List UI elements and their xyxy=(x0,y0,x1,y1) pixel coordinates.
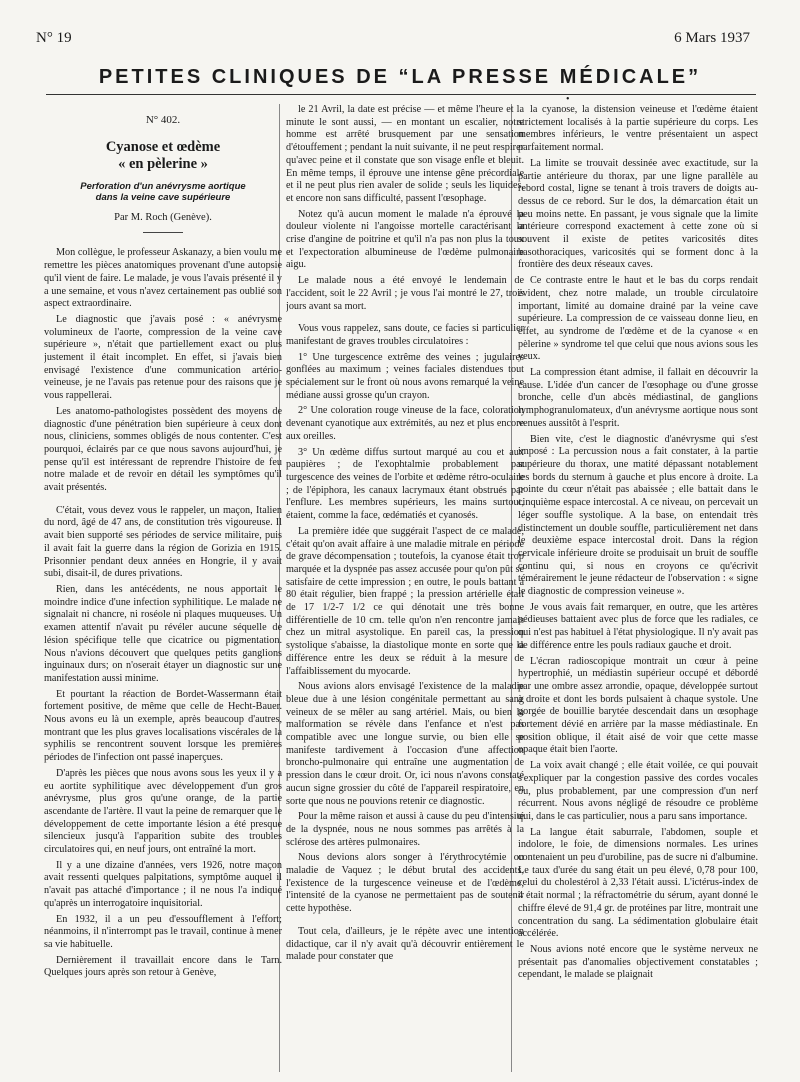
paragraph: 2° Une coloration rouge vineuse de la face, coloration devenant cyanotique aux extrémités, au nez et plus encore aux oreilles. xyxy=(286,405,524,442)
paragraph: La langue était saburrale, l'abdomen, souple et indolore, le foie, de dimensions normales. Les urines contenaient un peu d'urobiline, pas de sucre ni d'albumine. Le taux d'urée du sang était un peu élevé, 0,78 pour 100, celui du cholestérol à 2,33 l'était aussi. L'ictérus-index de 4 était normal ; la réfractométrie du sérum, ayant donné le chiffre élevé de 91,4 gr. de protéines par litre, montrait une concentration du sang. La sédimentation globulaire était accélérée. xyxy=(518,826,758,940)
paragraph: Dernièrement il travaillait encore dans le Tarn. Quelques jours après son retour à Genève, xyxy=(44,954,282,979)
paragraph: Bien vite, c'est le diagnostic d'anévrysme qui s'est imposé : La percussion nous a fait constater, à la partie supérieure du thorax, une matité dépassant notablement les bords du sternum à gauche et plus encore à droite. La pointe du cœur n'était pas abaissée ; elle battait dans le cinquième espace intercostal. A ce niveau, on percevait un léger souffle systolique. A la base, on entendait très distinctement un double souffle, particulièrement net dans le deuxième espace intercostal droit. Dans la région cervicale inférieure droite se produisait un bruit de souffle continu qui, si nous en croyons ce qu'écrivit témérairement le jeune rédacteur de l'observation : « signe le diagnostic de compression veineuse ». xyxy=(518,433,758,598)
paragraph: La compression étant admise, il fallait en découvrir la cause. L'idée d'un cancer de l'œsophage ou d'une grosse bronche, celle d'un abcès médiastinal, de ganglions lymphogranulomateux, d'un anévrysme aortique nous sont venues aussitôt à l'esprit. xyxy=(518,367,758,429)
issue-number: N° 19 xyxy=(36,30,72,46)
paragraph: Mon collègue, le professeur Askanazy, a bien voulu me remettre les pièces anatomiques provenant d'une autopsie qu'il vient de faire. Le malade, je vous l'avais présenté il y a une semaine, et vous n'avez certainement pas oublié son aspect extraordinaire. xyxy=(44,247,282,310)
paragraph: L'écran radioscopique montrait un cœur à peine hypertrophié, un médiastin supérieur occupé et débordé par une ombre assez arrondie, opaque, développée surtout à droite et dont les bords pulsaient à chaque systole. Une gorgée de bouillie barytée descendait dans un œsophage fortement dévié en arrière par la masse médiastinale. En position oblique, il était aisé de voir que cette masse opaque était bien l'aorte. xyxy=(518,655,758,756)
paragraph: 1° Une turgescence extrême des veines ; jugulaires gonflées au maximum ; veines faciales distendues tout spécialement sur le front où nous avons remarqué la veine médiane aussi grosse qu'un crayon. xyxy=(286,351,524,401)
paragraph: La limite se trouvait dessinée avec exactitude, sur la partie antérieure du thorax, par une ligne parallèle au rebord costal, ligne se tenant à trois travers de doigts au-dessus de ce rebord. Sur le dos, la démarcation était un peu moins nette. En passant, je vous signale que la limite antérieure correspond exactement à cette zone où si souvent il existe de petites varicosités dites basothoraciques, varicosités qui se forment donc à la frontière des deux réseaux caves. xyxy=(518,157,758,271)
article-subtitle-line: Perforation d'un anévrysme aortique xyxy=(80,180,246,192)
paragraph: Le malade nous a été envoyé le lendemain de l'accident, soit le 22 Avril ; je vous l'ai montré le 27, trois jours avant sa mort. xyxy=(286,275,524,312)
title-rule xyxy=(46,94,756,95)
paragraph: La première idée que suggérait l'aspect de ce malade, c'était qu'on avait affaire à une maladie mitrale en période de grave décompensation ; toutefois, la cyanose était trop marquée et la dyspnée pas assez accusée pour qu'on pût se satisfaire de cette impression ; en outre, le pouls battant à 80 était régulier, bien frappé ; la pression artérielle était de 17 1/2-7 1/2 ce qui dénotait une très bonne différentielle de 10 cm. telle qu'on n'en rencontre jamais chez un mitral asystolique. En pareil cas, la pression systolique s'abaisse, la diastolique monte en sorte que la différence entre les deux se réduit à la mesure de l'affaiblissement du myocarde. xyxy=(286,525,524,677)
article-subtitle-line: dans la veine cave supérieure xyxy=(95,192,231,204)
ornament: • xyxy=(566,94,570,105)
paragraph: 3° Un œdème diffus surtout marqué au cou et aux paupières ; de l'exophtalmie probablement par turgescence des veines de l'orbite et œdème rétro-oculaire ; de l'épiphora, les canaux lacrymaux étant obstrués par l'enflure. Les membres supérieurs, les mains surtout, étaient, comme la face, œdématiés et cyanosés. xyxy=(286,446,524,522)
column-2-body xyxy=(286,104,524,964)
column-1-body xyxy=(44,247,282,980)
paragraph: C'était, vous devez vous le rappeler, un maçon, Italien du nord, âgé de 47 ans, de constitution très vigoureuse. Il avait bien supporté ses périodes de service militaire, puis il avait fait la guerre dans la région de Gorizia en 1915. Prisonnier pendant deux années en Hongrie, il y avait subi, disait-il, de dures privations. xyxy=(44,504,282,580)
column-2 xyxy=(286,104,524,1074)
page-title: PETITES CLINIQUES DE “LA PRESSE MÉDICALE” xyxy=(98,66,702,88)
paragraph: En 1932, il a un peu d'essoufflement à l'effort; néanmoins, il n'interrompt pas le travail, continue à mener sa vie habituelle. xyxy=(44,913,282,950)
paragraph: Et pourtant la réaction de Bordet-Wassermann était fortement positive, de même que celle de Hecht-Bauer. Nous avons eu là un exemple, après beaucoup d'autres, montrant que les plus graves localisations viscérales de la syphilis se rencontrent souvent lorsque les premières périodes de l'infection ont passé inaperçues. xyxy=(44,688,282,764)
issue-date: 6 Mars 1937 xyxy=(674,30,750,46)
column-1 xyxy=(44,104,282,1074)
paragraph: Vous vous rappelez, sans doute, ce facies si particulier manifestant de graves troubles circulatoires : xyxy=(286,323,524,347)
paragraph: Le diagnostic que j'avais posé : « anévrysme volumineux de l'aorte, compression de la veine cave supérieure », n'était que partiellement exact ou plus justement il était incomplet. En effet, si j'avais bien envisagé l'existence d'une communication artério-veineuse, je ne l'avais pas retenue pour des raisons que je vous rappellerai. xyxy=(44,313,282,402)
paragraph: D'après les pièces que nous avons sous les yeux il y a eu aortite syphilitique avec développement d'un gros anévrysme, plus gros qu'une orange, de la partie ascendante de l'artère. Il vaut la peine de remarquer que le développement de cette importante lésion a été presque silencieux jusqu'à l'apparition subite des troubles circulatoires qui, en neuf jours, ont entraîné la mort. xyxy=(44,767,282,856)
paragraph: Rien, dans les antécédents, ne nous apportait le moindre indice d'une infection syphilitique. Le malade ne signalait ni chancre, ni roséole ni plaques muqueuses. Un examen attentif n'avait pu révéler aucune séquelle de lésion spécifique telle que cicatrice ou pigmentation. Nous n'avions découvert que quelques petits ganglions inguinaux durs; on n'oserait étayer un diagnostic sur une manifestation aussi minime. xyxy=(44,583,282,684)
paragraph: Tout cela, d'ailleurs, je le répète avec une intention didactique, car il n'y avait qu'à découvrir entièrement le malade pour constater que xyxy=(286,925,524,963)
article-title-line: Cyanose et œdème xyxy=(105,138,221,155)
paragraph: Pour la même raison et aussi à cause du peu d'intensité de la dyspnée, nous ne nous sommes pas arrêtés à la sclérose des artères pulmonaires. xyxy=(286,811,524,848)
paragraph: Nous avions noté encore que le système nerveux ne présentait pas d'anomalies objectivement constatables ; cependant, le malade se plaignait xyxy=(518,944,758,981)
paragraph: Les anatomo-pathologistes possèdent des moyens de diagnostic d'une pénétration bien supérieure à ceux dont nous, cliniciens, sommes obligés de nous contenter. C'est pourquoi, éclairés par ce que nous savons aujourd'hui, je pense qu'il est intéressant de reprendre l'histoire de feu notre malade et de revoir en détail les symptômes qu'il avait présentés. xyxy=(44,405,282,494)
paragraph: Nous avions alors envisagé l'existence de la maladie bleue due à une lésion congénitale permettant au sang veineux de se mêler au sang artériel. Mais, ou bien la malformation se révèle dans l'enfance et n'est pas compatible avec une longue survie, ou bien elle se manifeste tardivement à l'occasion d'une affection broncho-pulmonaire qui entraîne une augmentation de pression dans le cœur droit. Or, ici nous n'avons constaté aucun signe grossier du côté de l'appareil respiratoire, en sorte que nous ne pouvions retenir ce diagnostic. xyxy=(286,681,524,807)
article-title xyxy=(44,139,282,173)
column-3-body xyxy=(518,104,758,982)
paragraph: Je vous avais fait remarquer, en outre, que les artères pédieuses battaient avec plus de force que les radiales, ce qui n'est pas habituel à l'état physiologique. Il n'y avait pas de différence entre les pouls radiaux gauche et droit. xyxy=(518,601,758,651)
article-byline: Par M. Roch (Genève). xyxy=(114,211,212,223)
article-title-line: « en pèlerine » xyxy=(118,155,208,172)
paragraph: La voix avait changé ; elle était voilée, ce qui pouvait s'expliquer par la congestion passive des cordes vocales ou, plus probablement, par une compression d'un nerf récurrent. Nous avons négligé de résoudre ce problème qui, dans le cas particulier, nous a paru sans importance. xyxy=(518,760,758,822)
paragraph: Il y a une dizaine d'années, vers 1926, notre maçon avait ressenti quelques palpitations, symptôme auquel il n'avait pas attaché d'importance ; il ne nous l'a indiqué qu'après un interrogatoire inquisitorial. xyxy=(44,859,282,909)
byline-rule xyxy=(143,232,183,233)
paragraph: le 21 Avril, la date est précise — et même l'heure et la minute le sont aussi, — en montant un escalier, notre homme est arrêté brusquement par une sensation d'étouffement ; pendant la nuit suivante, il ne peut respirer qu'avec peine et il constate que son visage enfle et bleuit. En même temps, il éprouve une intense gêne précordiale et il ne peut plus rien avaler de solide ; seuls les liquides, et encore non sans difficulté, passent l'œsophage. xyxy=(286,104,524,204)
paragraph: Notez qu'à aucun moment le malade n'a éprouvé la douleur violente ni l'angoisse mortelle caractérisant la crise d'angine de poitrine et qu'il n'a pas non plus la toux et l'expectoration albumineuse de l'œdème pulmonaire aigu. xyxy=(286,208,524,271)
paragraph: Nous devions alors songer à l'érythrocytémie ou maladie de Vaquez ; le début brutal des accidents, l'existence de la turgescence veineuse et de l'œdème, l'intensité de la cyanose ne permettaient pas de soutenir cette hypothèse. xyxy=(286,852,524,915)
column-3 xyxy=(518,104,758,1074)
article-subtitle xyxy=(44,181,282,204)
article-number: N° 402. xyxy=(145,114,181,126)
paragraph: la cyanose, la distension veineuse et l'œdème étaient strictement localisés à la partie supérieure du corps. Les membres inférieurs, le ventre présentaient un aspect parfaitement normal. xyxy=(518,104,758,154)
paragraph: Ce contraste entre le haut et le bas du corps rendait évident, chez notre malade, un trouble circulatoire important, limité au domaine drainé par la veine cave supérieure. La compression de ce vaisseau donne lieu, en effet, au syndrome de l'œdème et de la cyanose « en pèlerine » syndrome tel que celui que nous avions sous les yeux. xyxy=(518,275,758,363)
